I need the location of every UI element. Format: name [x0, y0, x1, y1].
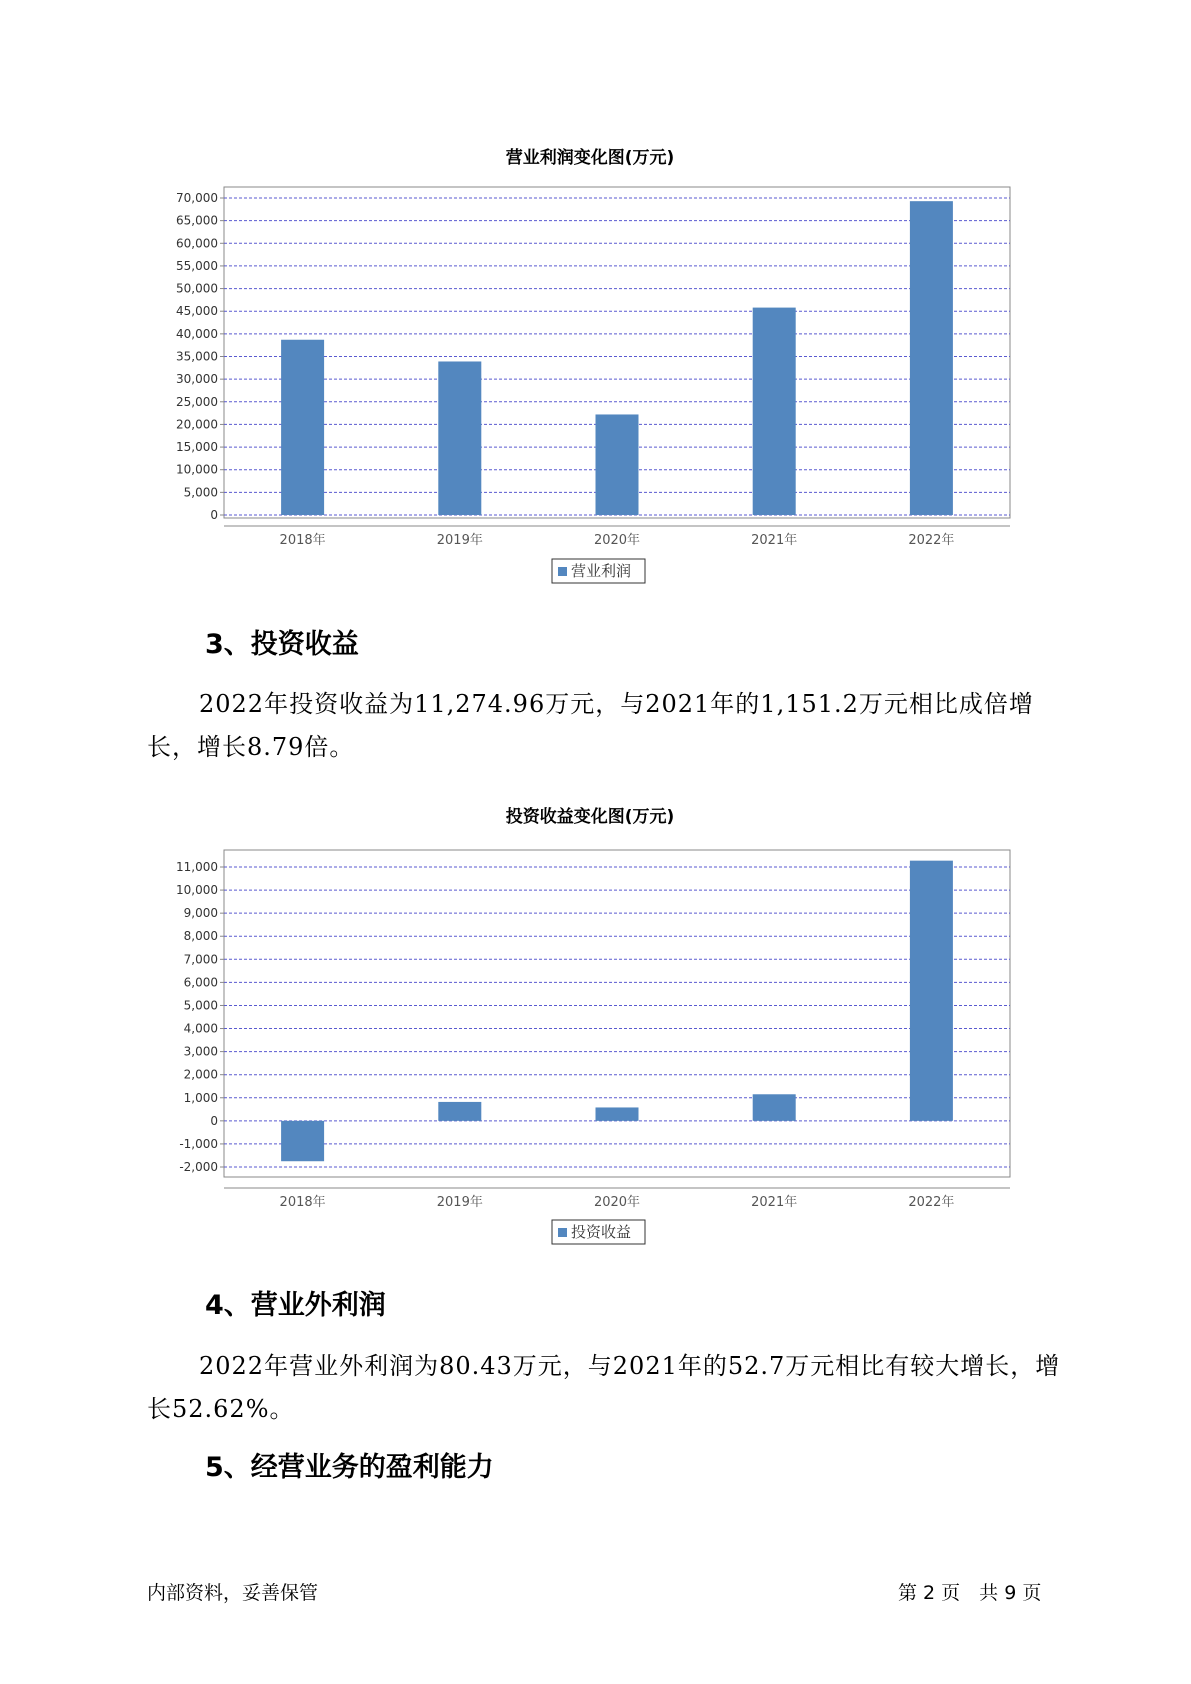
- plot-frame: [224, 850, 1010, 1177]
- y-tick-label: 55,000: [176, 258, 218, 273]
- y-tick-label: 8,000: [183, 929, 218, 944]
- y-tick-label: 5,000: [183, 485, 218, 500]
- footer-confidential-note: 内部资料，妥善保管: [147, 1582, 319, 1604]
- y-tick-label: 7,000: [183, 952, 218, 967]
- y-tick-label: 5,000: [183, 998, 218, 1013]
- y-tick-label: -1,000: [179, 1136, 218, 1151]
- bar: [281, 1121, 324, 1161]
- y-tick-label: 50,000: [176, 281, 218, 296]
- x-tick-label: 2022年: [908, 1195, 955, 1210]
- legend-label: 投资收益: [571, 1223, 632, 1241]
- y-tick-label: 20,000: [176, 417, 218, 432]
- y-tick-label: 40,000: [176, 326, 218, 341]
- y-tick-label: 1,000: [183, 1090, 218, 1105]
- x-tick-label: 2019年: [436, 533, 483, 548]
- x-tick-label: 2018年: [279, 1195, 326, 1210]
- section4-heading: 4、营业外利润: [205, 1290, 386, 1321]
- chart1-title: 营业利润变化图(万元): [505, 148, 675, 168]
- section4-paragraph: 2022年营业外利润为80.43万元，与2021年的52.7万元相比有较大增长，增长52.62%。: [147, 1352, 1061, 1423]
- legend-swatch: [558, 1228, 567, 1237]
- legend-label: 营业利润: [571, 562, 632, 580]
- footer-page-number: 第 2 页 共 9 页: [898, 1582, 1042, 1604]
- y-tick-label: 30,000: [176, 372, 218, 387]
- x-tick-label: 2018年: [279, 533, 326, 548]
- y-tick-label: 15,000: [176, 440, 218, 455]
- y-tick-label: 10,000: [176, 462, 218, 477]
- y-tick-label: 9,000: [183, 906, 218, 921]
- x-tick-label: 2021年: [751, 1195, 798, 1210]
- bar: [753, 1094, 796, 1121]
- y-tick-label: 6,000: [183, 975, 218, 990]
- y-tick-label: -2,000: [179, 1160, 218, 1174]
- y-tick-label: 0: [210, 508, 218, 522]
- section3-paragraph: 2022年投资收益为11,274.96万元，与2021年的1,151.2万元相比成倍增长，增长8.79倍。: [147, 690, 1034, 761]
- bar: [910, 861, 953, 1121]
- y-tick-label: 0: [210, 1113, 218, 1128]
- x-tick-label: 2022年: [908, 533, 955, 548]
- x-tick-label: 2021年: [751, 533, 798, 548]
- x-tick-label: 2020年: [593, 1195, 641, 1210]
- x-tick-label: 2020年: [593, 533, 641, 548]
- y-tick-label: 10,000: [176, 883, 218, 898]
- y-tick-label: 65,000: [176, 213, 218, 228]
- x-tick-label: 2019年: [436, 1195, 483, 1210]
- section5-heading: 5、经营业务的盈利能力: [205, 1452, 494, 1483]
- y-tick-label: 3,000: [183, 1044, 218, 1059]
- y-tick-label: 35,000: [176, 349, 218, 364]
- y-tick-label: 45,000: [176, 304, 218, 319]
- y-tick-label: 60,000: [176, 236, 218, 251]
- bar: [438, 1102, 481, 1121]
- y-tick-label: 25,000: [176, 394, 218, 409]
- y-tick-label: 70,000: [176, 191, 218, 205]
- y-tick-label: 11,000: [176, 860, 218, 874]
- y-tick-label: 2,000: [183, 1067, 218, 1082]
- y-tick-label: 4,000: [183, 1021, 218, 1036]
- section3-heading: 3、投资收益: [205, 629, 359, 660]
- chart2-title: 投资收益变化图(万元): [505, 807, 675, 827]
- bar: [596, 1107, 639, 1120]
